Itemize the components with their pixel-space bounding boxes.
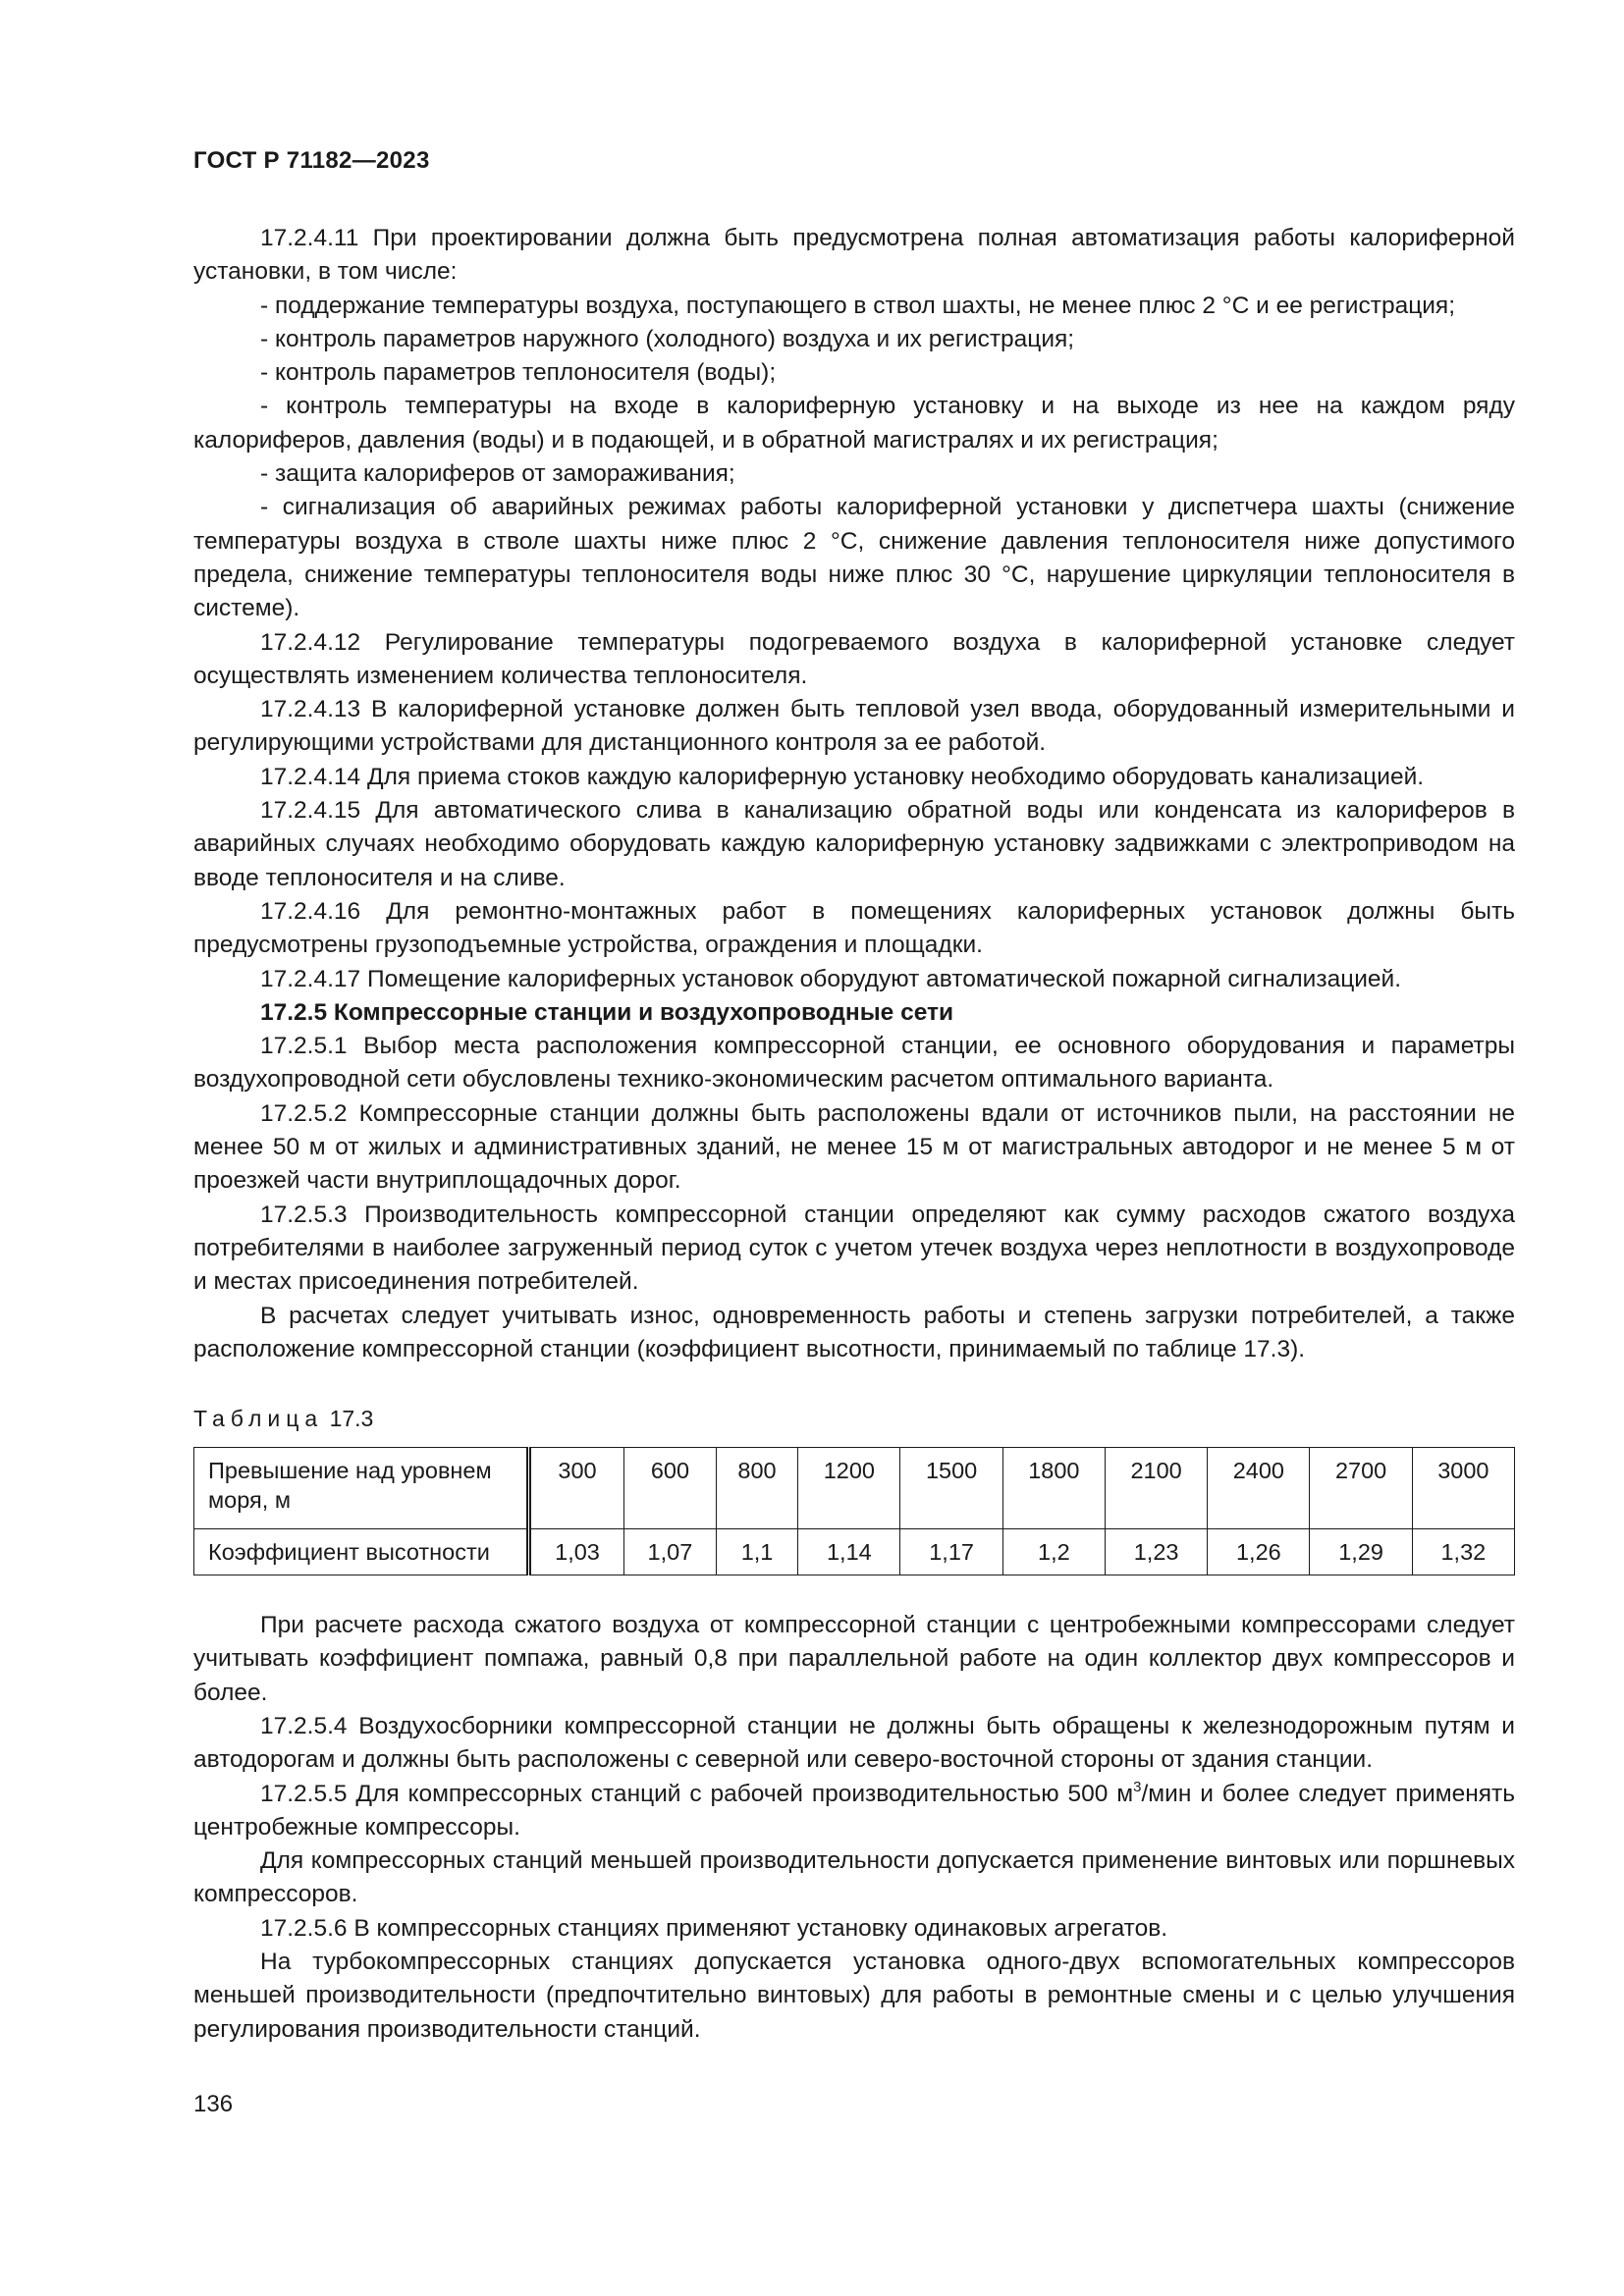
table-row-header: Превышение над уровнем моря, м (194, 1448, 529, 1529)
paragraph: 17.2.4.17 Помещение калориферных установок оборудуют автоматической пожарной сигнализацией. (260, 965, 1402, 992)
table-cell: 1,1 (716, 1529, 797, 1575)
list-item: - контроль параметров наружного (холодного) воздуха и их регистрация; (260, 325, 1075, 352)
section-paragraphs (193, 1030, 1515, 1366)
table-cell: 1,2 (1002, 1529, 1105, 1575)
paragraph-text-end: /мин и более следует применять центробежные компрессоры. (193, 1780, 1516, 1841)
table-cell: 1,07 (624, 1529, 717, 1575)
paragraph: Для компрессорных станций меньшей производительности допускается применение винтовых или поршневых компрессоров. (193, 1847, 1515, 1908)
table-row-header: Коэффициент высотности (194, 1529, 529, 1575)
table-cell: 1,26 (1208, 1529, 1310, 1575)
list-item: - контроль температуры на входе в калориферную установку и на выходе из нее на каждом ряду калориферов, давления (воды) и в подающей, и в обратной магистралях и их регистрация; (193, 393, 1515, 454)
table-cell: 3000 (1412, 1448, 1514, 1529)
table-caption-number: 17.3 (329, 1406, 374, 1432)
paragraph: В расчетах следует учитывать износ, одновременность работы и степень загрузки потребителей, а также расположение компрессорной станции (коэффициент высотности, принимаемый по таблице 17.3). (193, 1302, 1515, 1362)
section-heading: 17.2.5 Компрессорные станции и воздухопроводные сети (260, 998, 954, 1026)
paragraphs-after-table (193, 1609, 1515, 2047)
table-cell: 1200 (798, 1448, 900, 1529)
table-cell: 2100 (1105, 1448, 1207, 1529)
paragraph (193, 1778, 1515, 1845)
list-item: - сигнализация об аварийных режимах работы калориферной установки у диспетчера шахты (снижение температуры воздуха в стволе шахты ниже плюс 2 °С, снижение давления теплоносителя ниже допустимого предела, снижение температуры теплоносителя воды ниже плюс 30 °С, нарушение циркуляции теплоносителя в системе). (193, 494, 1515, 622)
document-header: ГОСТ Р 71182—2023 (193, 147, 430, 174)
paragraph: 17.2.4.13 В калориферной установке должен быть тепловой узел ввода, оборудованный измерительными и регулирующими устройствами для дистанционного контроля за ее работой. (193, 696, 1515, 757)
table-row-coefficient (194, 1529, 1515, 1575)
table-cell: 1,17 (900, 1529, 1002, 1575)
table-cell: 1,29 (1310, 1529, 1412, 1575)
table-cell: 1,14 (798, 1529, 900, 1575)
page-number: 136 (193, 2091, 234, 2117)
table-cell: 1800 (1002, 1448, 1105, 1529)
table-cell: 1,23 (1105, 1529, 1207, 1575)
table-cell: 600 (624, 1448, 717, 1529)
paragraph: 17.2.5.2 Компрессорные станции должны быть расположены вдали от источников пыли, на расстоянии не менее 50 м от жилых и административных зданий, не менее 15 м от магистральных автодорог и не менее 5 м от проезжей части внутриплощадочных дорог. (193, 1099, 1515, 1195)
table-caption (193, 1404, 1515, 1433)
document-body (193, 222, 1515, 2047)
paragraph: 17.2.5.4 Воздухосборники компрессорной станции не должны быть обращены к железнодорожным путям и автодорогам и должны быть расположены с северной или северо-восточной стороны от здания станции. (193, 1712, 1515, 1774)
table-cell: 300 (529, 1448, 624, 1529)
table-row-altitude (194, 1448, 1515, 1529)
paragraph: 17.2.5.6 В компрессорных станциях применяют установку одинаковых агрегатов. (260, 1914, 1168, 1942)
paragraph: 17.2.4.14 Для приема стоков каждую калориферную установку необходимо оборудовать канализацией. (260, 763, 1425, 790)
paragraph-text-start: 17.2.5.5 Для компрессорных станций с рабочей производительностью 500 м (260, 1780, 1134, 1807)
superscript: 3 (1133, 1778, 1142, 1795)
paragraph: 17.2.4.16 Для ремонтно-монтажных работ в помещениях калориферных установок должны быть предусмотрены грузоподъемные устройства, ограждения и площадки. (193, 897, 1515, 959)
paragraphs-before-section (193, 222, 1515, 996)
paragraph: 17.2.5.1 Выбор места расположения компрессорной станции, ее основного оборудования и параметры воздухопроводной сети обусловлены технико-экономическим расчетом оптимального варианта. (193, 1033, 1515, 1094)
paragraph: 17.2.4.12 Регулирование температуры подогреваемого воздуха в калориферной установке следует осуществлять изменением количества теплоносителя. (193, 628, 1515, 689)
table-cell: 2400 (1208, 1448, 1310, 1529)
list-item: - поддержание температуры воздуха, поступающего в ствол шахты, не менее плюс 2 °С и ее регистрация; (260, 292, 1456, 319)
paragraph: На турбокомпрессорных станциях допускается установка одного-двух вспомогательных компрессоров меньшей производительности (предпочтительно винтовых) для работы в ремонтные смены и с целью улучшения регулирования производительности станций. (193, 1949, 1515, 2043)
table-cell: 1,03 (529, 1529, 624, 1575)
altitude-coefficient-table (193, 1447, 1515, 1575)
list-item: - защита калориферов от замораживания; (260, 460, 735, 488)
paragraph: При расчете расхода сжатого воздуха от компрессорной станции с центробежными компрессорами следует учитывать коэффициент помпажа, равный 0,8 при параллельной работе на один коллектор двух компрессоров и более. (193, 1612, 1515, 1706)
paragraph: 17.2.4.11 При проектировании должна быть предусмотрена полная автоматизация работы калориферной установки, в том числе: (193, 225, 1515, 286)
table-cell: 1,32 (1412, 1529, 1514, 1575)
table-cell: 800 (716, 1448, 797, 1529)
table-caption-word: Таблица (193, 1406, 324, 1432)
paragraph: 17.2.5.3 Производительность компрессорной станции определяют как сумму расходов сжатого воздуха потребителями в наиболее загруженный период суток с учетом утечек воздуха через неплотности в воздухопроводе и местах присоединения потребителей. (193, 1201, 1515, 1296)
table-cell: 2700 (1310, 1448, 1412, 1529)
table-cell: 1500 (900, 1448, 1002, 1529)
list-item: - контроль параметров теплоносителя (воды); (260, 359, 777, 387)
paragraph: 17.2.4.15 Для автоматического слива в канализацию обратной воды или конденсата из калориферов в аварийных случаях необходимо оборудовать каждую калориферную установку задвижками с электроприводом на вводе теплоносителя и на сливе. (193, 797, 1515, 891)
